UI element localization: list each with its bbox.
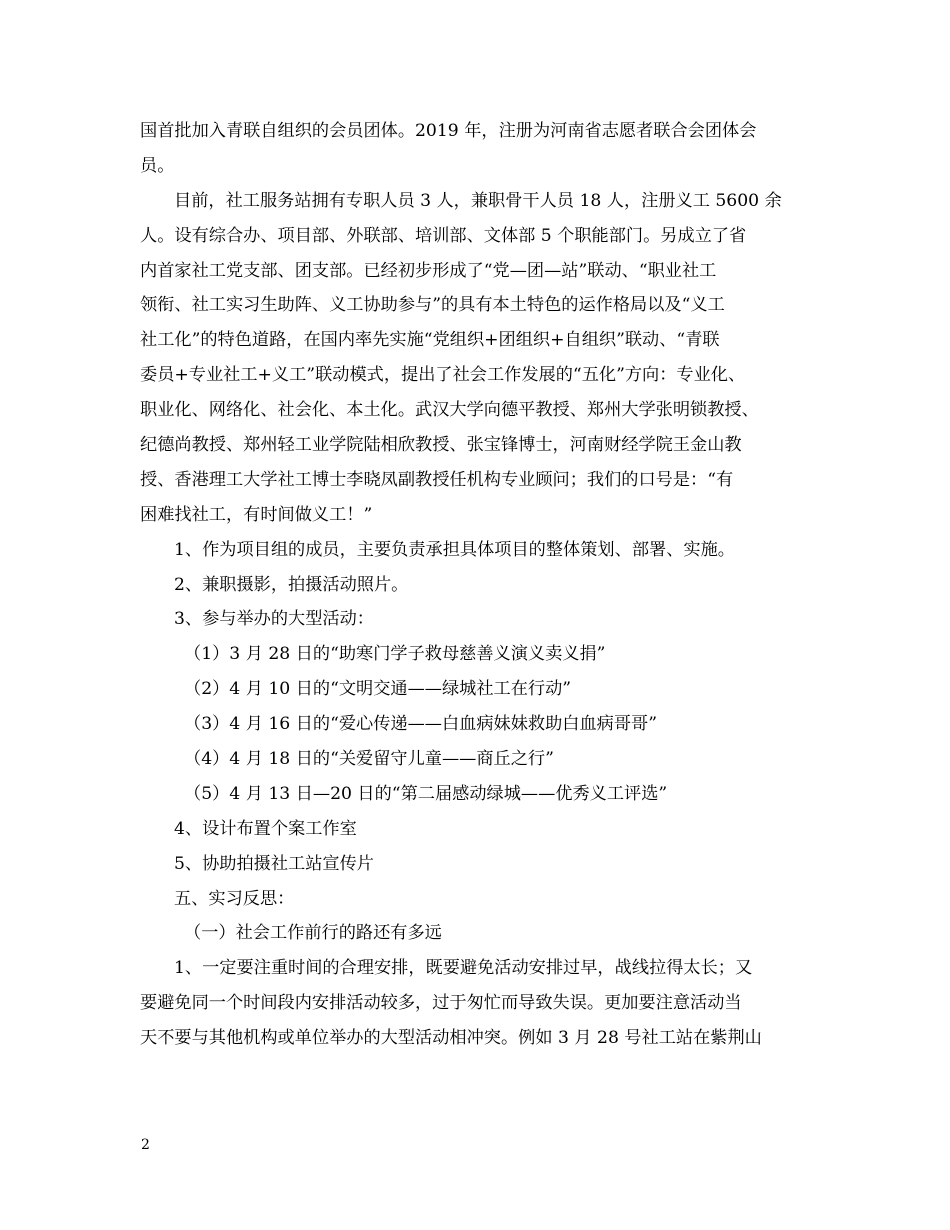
section-heading: 五、实习反思：	[174, 888, 295, 909]
text-line: 要避免同一个时间段内安排活动较多，过于匆忙而导致失误。更加要注意活动当	[140, 993, 742, 1014]
text-line: 职业化、网络化、社会化、本土化。武汉大学向德平教授、郑州大学张明锁教授、	[140, 400, 759, 421]
text-line: 委员+专业社工+义工”联动模式，提出了社会工作发展的“五化”方向：专业化、	[140, 365, 746, 386]
text-line: 员。	[140, 155, 175, 176]
list-item: 3、参与举办的大型活动：	[174, 609, 374, 630]
sub-list-item: （3）4 月 16 日的“爱心传递——白血病妹妹救助白血病哥哥”	[184, 714, 658, 735]
subsection-heading: （一）社会工作前行的路还有多远	[184, 923, 442, 944]
text-line: 授、香港理工大学社工博士李晓凤副教授任机构专业顾问；我们的口号是：“有	[140, 469, 734, 490]
text-line: 困难找社工，有时间做义工！”	[140, 504, 373, 525]
sub-list-item: （2）4 月 10 日的“文明交通——绿城社工在行动”	[184, 679, 572, 700]
text-line: 天不要与其他机构或单位举办的大型活动相冲突。例如 3 月 28 号社工站在紫荆山	[140, 1028, 762, 1049]
list-item: 1、作为项目组的成员，主要负责承担具体项目的整体策划、部署、实施。	[174, 539, 735, 560]
text-line: 人。设有综合办、项目部、外联部、培训部、文体部 5 个职能部门。另成立了省	[140, 225, 747, 246]
sub-list-item: （5）4 月 13 日—20 日的“第二届感动绿城——优秀义工评选”	[184, 783, 668, 804]
page-number: 2	[141, 1137, 150, 1153]
text-line: 内首家社工党支部、团支部。已经初步形成了“党—团—站”联动、“职业社工	[140, 260, 717, 281]
sub-list-item: （4）4 月 18 日的“关爱留守儿童——商丘之行”	[184, 749, 554, 770]
list-item: 5、协助拍摄社工站宣传片	[174, 853, 374, 874]
list-item: 4、设计布置个案工作室	[174, 818, 357, 839]
text-line: 社工化”的特色道路，在国内率先实施“党组织+团组织+自组织”联动、“青联	[140, 330, 720, 351]
paragraph-line: 目前，社工服务站拥有专职人员 3 人，兼职骨干人员 18 人，注册义工 5600 余	[174, 190, 782, 211]
text-line: 领衔、社工实习生助阵、义工协助参与”的具有本土特色的运作格局以及“义工	[140, 295, 725, 316]
paragraph-line: 1、一定要注重时间的合理安排，既要避免活动安排过早，战线拉得太长；又	[174, 958, 753, 979]
sub-list-item: （1）3 月 28 日的“助寒门学子救母慈善义演义卖义捐”	[184, 644, 606, 665]
text-line: 纪德尚教授、郑州轻工业学院陆相欣教授、张宝锋博士，河南财经学院王金山教	[140, 435, 742, 456]
text-line: 国首批加入青联自组织的会员团体。2019 年，注册为河南省志愿者联合会团体会	[140, 121, 757, 141]
list-item: 2、兼职摄影，拍摄活动照片。	[174, 574, 409, 595]
body-text	[140, 114, 812, 1056]
